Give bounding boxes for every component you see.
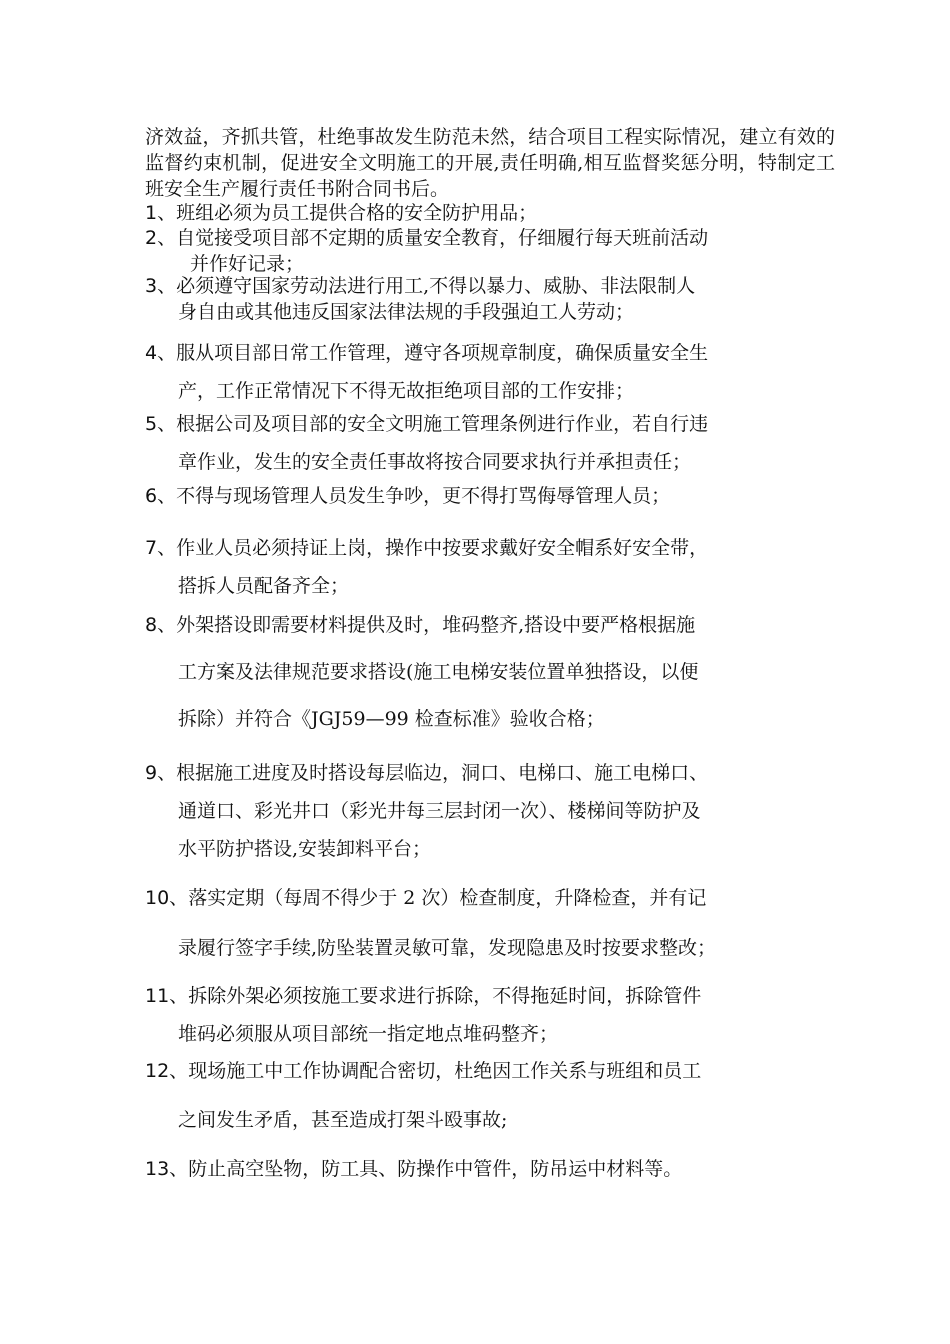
list-item — [145, 529, 835, 605]
item-number: 6、 — [145, 485, 177, 507]
item-text: 班组必须为员工提供合格的安全防护用品； — [176, 202, 538, 224]
list-item — [145, 477, 835, 515]
item-number: 12、 — [145, 1060, 189, 1082]
item-text: 服从项目部日常工作管理，遵守各项规章制度，确保质量安全生 — [176, 342, 709, 364]
item-text-continued: 水平防护搭设,安装卸料平台； — [178, 838, 432, 860]
item-text: 作业人员必须持证上岗，操作中按要求戴好安全帽系好安全带， — [176, 537, 709, 559]
item-text-continued: 拆除）并符合《JGJ59—99 检查标准》验收合格； — [178, 708, 605, 730]
item-text-continued: 并作好记录； — [190, 253, 305, 275]
item-text: 不得与现场管理人员发生争吵，更不得打骂侮辱管理人员； — [176, 485, 671, 507]
list-item — [145, 405, 835, 481]
item-text-continued: 录履行签字手续,防坠装置灵敏可靠，发现隐患及时按要求整改； — [178, 937, 717, 959]
item-number: 1、 — [145, 202, 177, 224]
item-number: 7、 — [145, 537, 177, 559]
item-number: 11、 — [145, 985, 189, 1007]
item-number: 4、 — [145, 342, 177, 364]
item-number: 3、 — [145, 275, 177, 297]
item-number: 8、 — [145, 614, 177, 636]
item-text: 根据施工进度及时搭设每层临边，洞口、电梯口、施工电梯口、 — [176, 762, 709, 784]
item-text: 外架搭设即需要材料提供及时，堆码整齐,搭设中要严格根据施 — [176, 614, 696, 636]
item-text: 必须遵守国家劳动法进行用工,不得以暴力、威胁、非法限制人 — [176, 275, 696, 297]
item-number: 10、 — [145, 887, 189, 909]
list-item — [145, 1150, 835, 1188]
list-item — [145, 754, 835, 868]
list-item — [145, 225, 835, 277]
item-text-continued: 章作业，发生的安全责任事故将按合同要求执行并承担责任； — [178, 451, 692, 473]
list-item — [145, 873, 835, 973]
item-text: 落实定期（每周不得少于 2 次）检查制度，升降检查，并有记 — [188, 887, 707, 909]
list-item — [145, 977, 835, 1053]
item-text-continued: 工方案及法律规范要求搭设(施工电梯安装位置单独搭设，以便 — [178, 661, 699, 683]
item-text: 拆除外架必须按施工要求进行拆除，不得拖延时间，拆除管件 — [188, 985, 702, 1007]
item-number: 13、 — [145, 1158, 189, 1180]
item-text-continued: 搭拆人员配备齐全； — [178, 575, 350, 597]
list-item — [145, 602, 835, 743]
item-number: 2、 — [145, 227, 177, 249]
list-item — [145, 200, 835, 226]
list-item — [145, 273, 835, 325]
intro-paragraph: 济效益，齐抓共管，杜绝事故发生防范未然，结合项目工程实际情况，建立有效的监督约束机制，促进安全文明施工的开展,责任明确,相互监督奖惩分明，特制定工班安全生产履行责任书附合同书后。 — [145, 126, 835, 200]
item-text: 现场施工中工作协调配合密切，杜绝因工作关系与班组和员工 — [188, 1060, 702, 1082]
list-item — [145, 334, 835, 410]
item-text: 根据公司及项目部的安全文明施工管理条例进行作业，若自行违 — [176, 413, 709, 435]
item-text-continued: 身自由或其他违反国家法律法规的手段强迫工人劳动； — [178, 301, 635, 323]
list-item — [145, 1047, 835, 1145]
item-text-continued: 产，工作正常情况下不得无故拒绝项目部的工作安排； — [178, 380, 635, 402]
item-number: 5、 — [145, 413, 177, 435]
item-number: 9、 — [145, 762, 177, 784]
item-text-continued: 之间发生矛盾，甚至造成打架斗殴事故; — [178, 1109, 508, 1131]
item-text-continued: 通道口、彩光井口（彩光井每三层封闭一次）、楼梯间等防护及 — [178, 800, 701, 822]
item-text-continued: 堆码必须服从项目部统一指定地点堆码整齐； — [178, 1023, 559, 1045]
item-text: 防止高空坠物，防工具、防操作中管件，防吊运中材料等。 — [188, 1158, 683, 1180]
item-text: 自觉接受项目部不定期的质量安全教育，仔细履行每天班前活动 — [176, 227, 709, 249]
